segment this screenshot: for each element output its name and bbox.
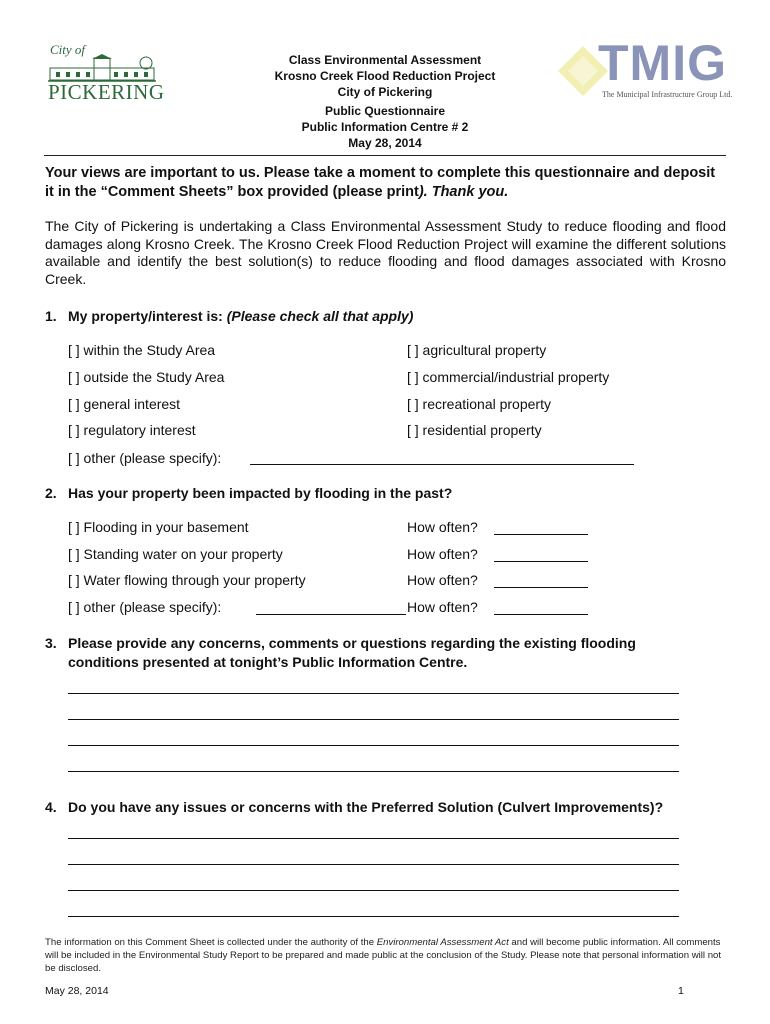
q2-how-often-label-2: How often? [407, 546, 478, 562]
q2-how-often-line-2[interactable] [494, 561, 588, 562]
q3-text-line-2: conditions presented at tonight’s Public Information Centre. [68, 654, 468, 670]
header-line-1: Class Environmental Assessment [288, 53, 482, 67]
q2-text: Has your property been impacted by flooding in the past? [68, 485, 453, 501]
header-divider [44, 155, 726, 156]
header-line-3: City of Pickering [337, 85, 433, 99]
q1-other-specify-line[interactable] [250, 464, 634, 465]
q1-option-agricultural[interactable]: [ ] agricultural property [407, 342, 547, 358]
question-3 [45, 634, 725, 672]
q2-option-water-flowing[interactable]: [ ] Water flowing through your property [68, 572, 306, 588]
q1-option-recreational[interactable]: [ ] recreational property [407, 396, 551, 412]
q2-how-often-label-4: How often? [407, 599, 478, 615]
q1-option-other[interactable]: [ ] other (please specify): [68, 450, 222, 466]
q2-option-other[interactable]: [ ] other (please specify): [68, 599, 222, 615]
q4-text: Do you have any issues or concerns with the Preferred Solution (Culvert Improvements)? [68, 799, 664, 815]
q2-how-often-label-3: How often? [407, 572, 478, 588]
q4-answer-line-4[interactable] [68, 916, 679, 917]
tmig-logo [556, 35, 733, 102]
q1-text: My property/interest is: [68, 308, 227, 324]
q2-number: 2. [45, 485, 57, 501]
q1-instruction-end: ) [408, 308, 414, 324]
intro-statement [45, 164, 725, 202]
header-subline-1: Public Questionnaire [324, 104, 446, 118]
footnote-act-name: Environmental Assessment Act [376, 937, 509, 948]
q3-number: 3. [45, 635, 57, 651]
q1-instruction: (Please check all that apply [226, 308, 409, 324]
intro-text-1: Your views are important to us. Please take a moment to complete this questionnaire and deposit it in the “Comment Sheets” box provided (please print [45, 165, 716, 200]
q4-answer-line-3[interactable] [68, 890, 679, 891]
q3-answer-line-4[interactable] [68, 771, 679, 772]
q1-option-regulatory-interest[interactable]: [ ] regulatory interest [68, 422, 196, 438]
q4-number: 4. [45, 799, 57, 815]
intro-text-2: ). Thank you. [418, 184, 509, 200]
city-hall-illustration [48, 54, 156, 82]
tmig-subtitle: The Municipal Infrastructure Group Ltd. [602, 90, 733, 99]
city-of-pickering-logo [44, 40, 165, 104]
intro-paragraph: The City of Pickering is undertaking a Class Environmental Assessment Study to reduce flooding and flood damages along Krosno Creek. The Krosno Creek Flood Reduction Project will examine the different solutions available and identify the best solution(s) to reduce flooding and flood damages associated with Krosno Creek. [45, 218, 726, 287]
tmig-wordmark: TMIG [598, 35, 727, 91]
q3-answer-line-3[interactable] [68, 745, 679, 746]
privacy-footnote [45, 936, 725, 975]
q2-how-often-line-1[interactable] [494, 534, 588, 535]
question-4 [45, 798, 663, 817]
q1-option-outside-study-area[interactable]: [ ] outside the Study Area [68, 369, 225, 385]
q2-how-often-line-4[interactable] [494, 614, 588, 615]
header-line-2: Krosno Creek Flood Reduction Project [274, 69, 496, 83]
q1-number: 1. [45, 308, 57, 324]
q4-answer-line-2[interactable] [68, 864, 679, 865]
header-subline-3: May 28, 2014 [348, 136, 422, 150]
q2-option-basement[interactable]: [ ] Flooding in your basement [68, 519, 249, 535]
q1-option-general-interest[interactable]: [ ] general interest [68, 396, 181, 412]
q2-how-often-line-3[interactable] [494, 587, 588, 588]
page-number: 1 [678, 985, 684, 997]
q4-answer-line-1[interactable] [68, 838, 679, 839]
question-1 [45, 307, 413, 326]
question-2 [45, 484, 452, 503]
q3-answer-line-1[interactable] [68, 693, 679, 694]
q1-option-commercial-industrial[interactable]: [ ] commercial/industrial property [407, 369, 610, 385]
footnote-text-2: and will become public information. All comments will be included in the Environmental Study Report to be prepared and made public at the conclusion of the Study. Please note that personal information will not be disclosed. [45, 937, 722, 974]
city-logo-wordmark: PICKERING [48, 80, 165, 104]
header-subline-2: Public Information Centre # 2 [301, 120, 469, 134]
q2-option-standing-water[interactable]: [ ] Standing water on your property [68, 546, 283, 562]
footer-date: May 28, 2014 [45, 985, 109, 997]
q3-answer-line-2[interactable] [68, 719, 679, 720]
q3-text-line-1: Please provide any concerns, comments or questions regarding the existing flooding [68, 635, 636, 651]
footnote-text-1: The information on this Comment Sheet is collected under the authority of the [45, 937, 377, 948]
q2-how-often-label-1: How often? [407, 519, 478, 535]
q2-other-specify-line[interactable] [256, 614, 406, 615]
q1-option-study-area[interactable]: [ ] within the Study Area [68, 342, 216, 358]
q1-option-residential[interactable]: [ ] residential property [407, 422, 542, 438]
city-logo-script: City of [50, 42, 86, 57]
header-title-block [200, 52, 570, 100]
header-subtitle-block [200, 103, 570, 151]
